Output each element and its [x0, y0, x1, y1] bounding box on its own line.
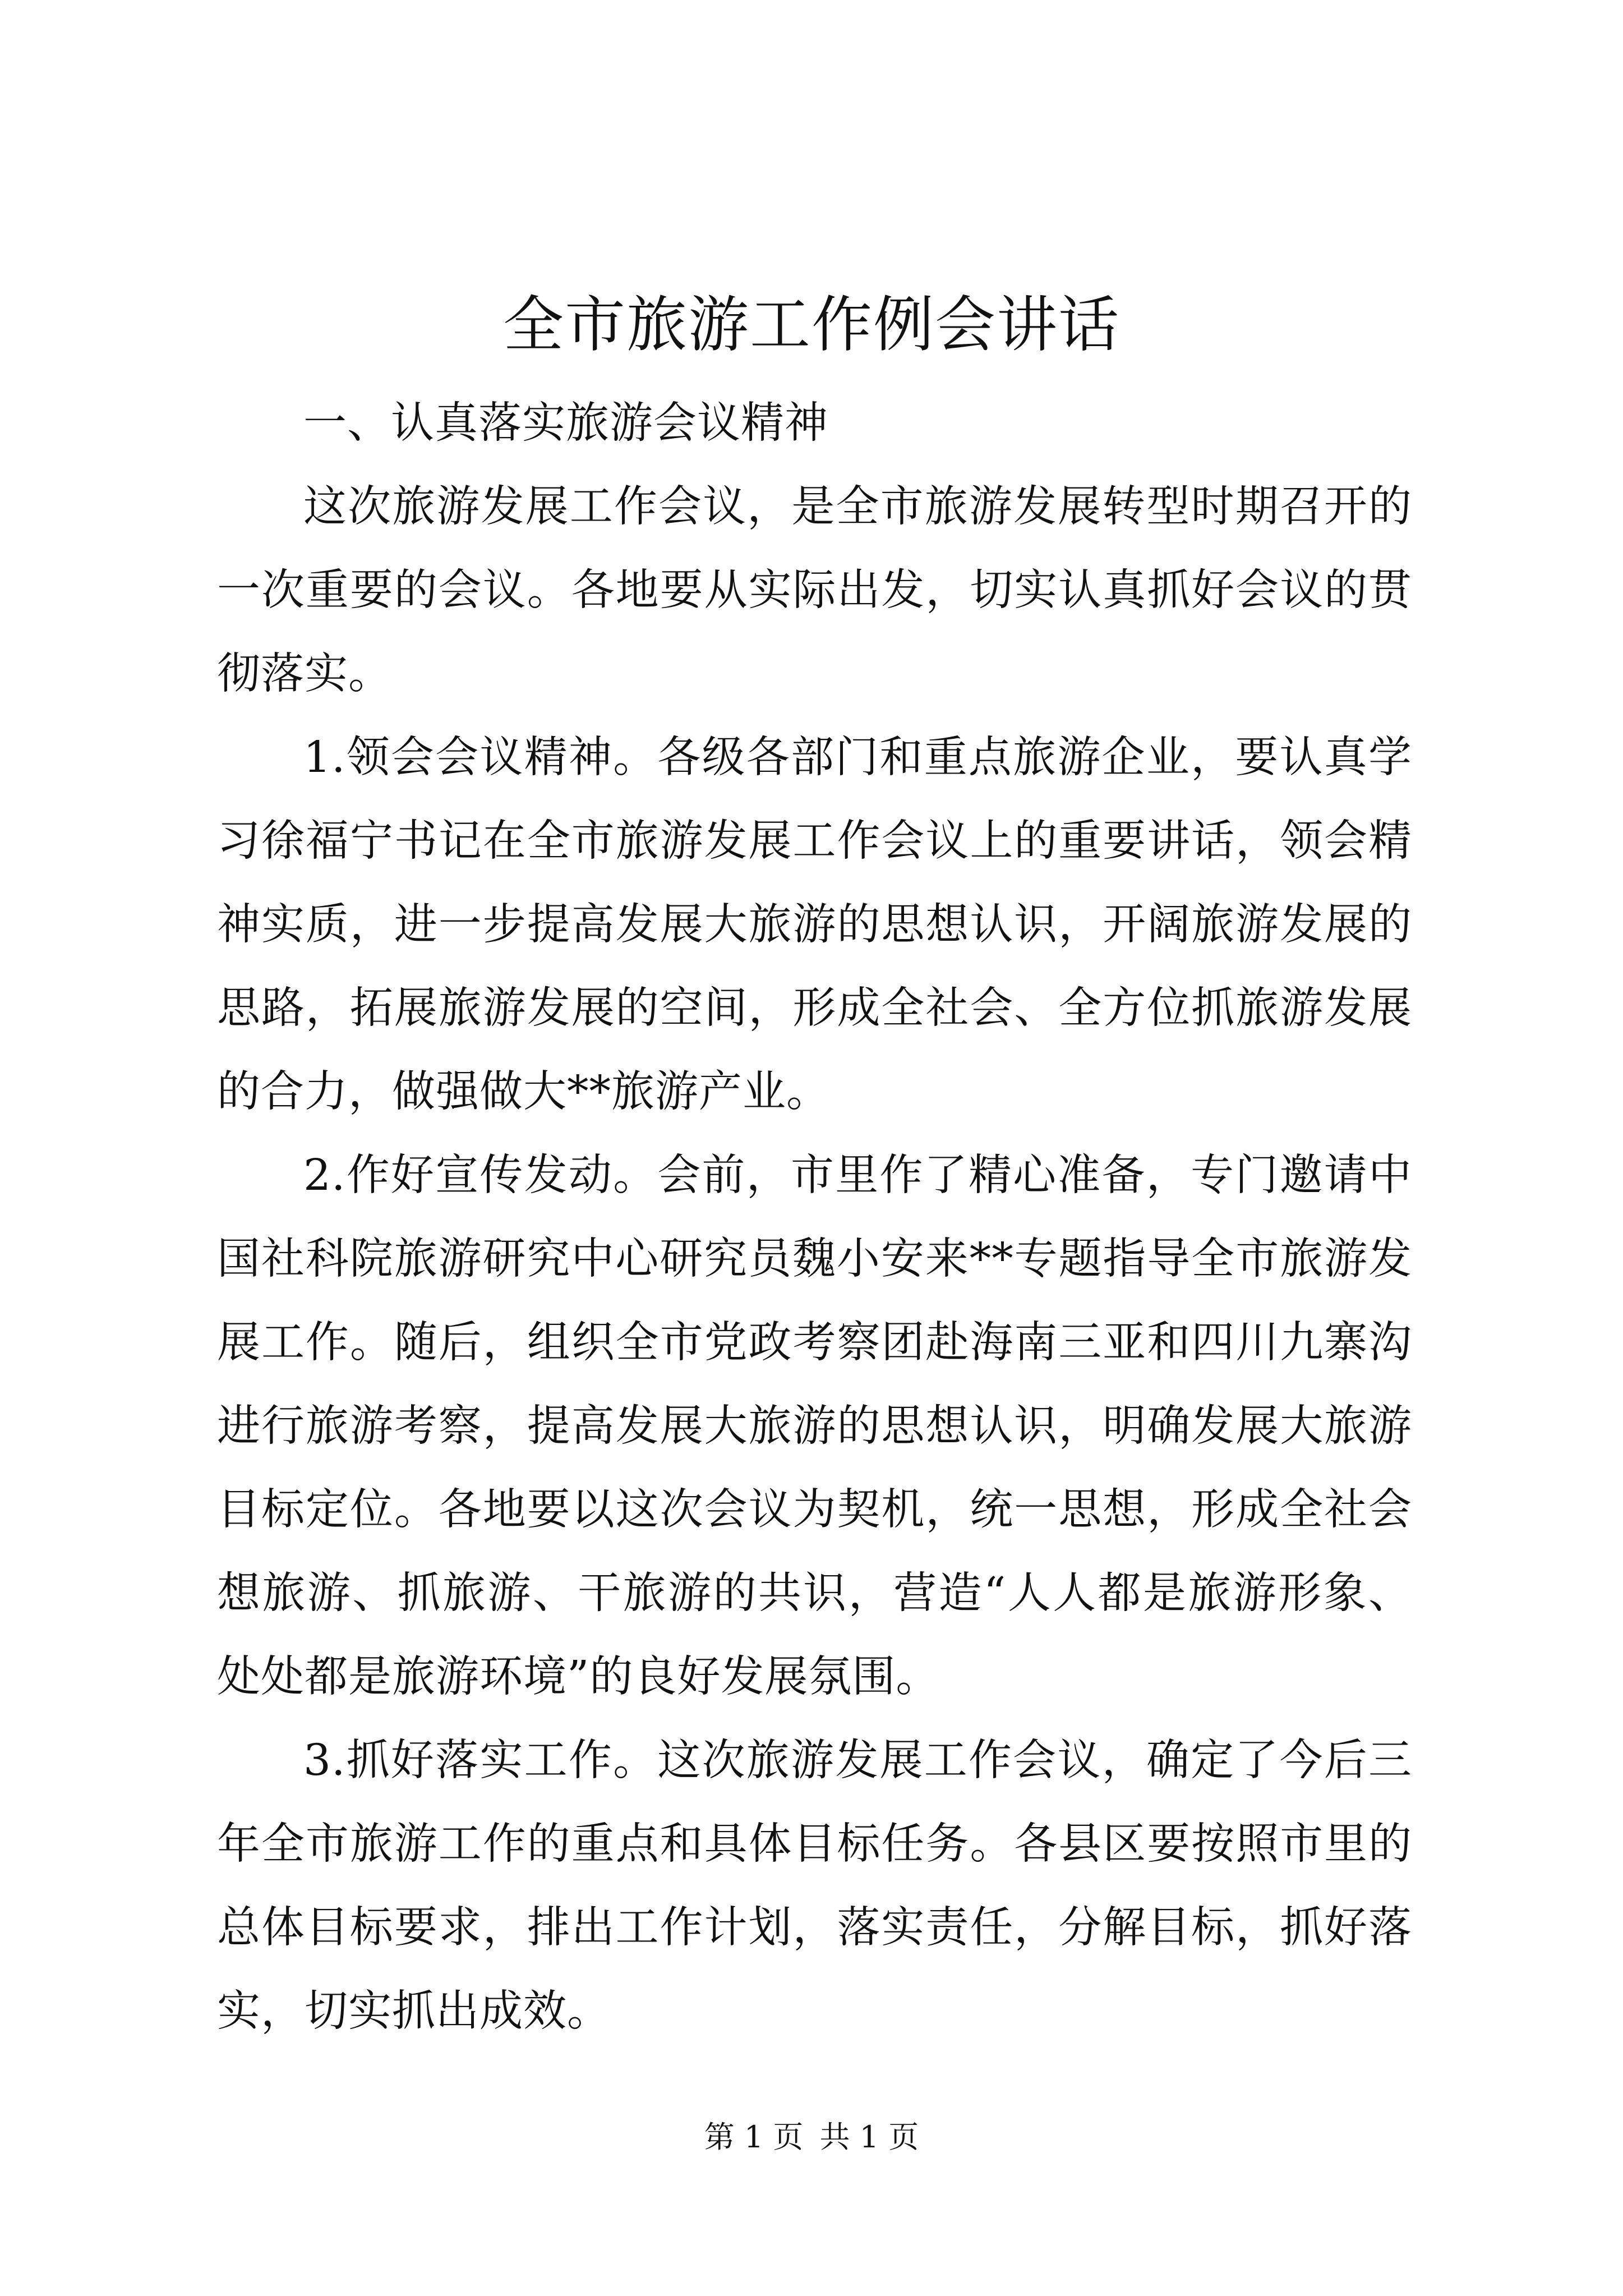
paragraph: 3.抓好落实工作。这次旅游发展工作会议，确定了今后三年全市旅游工作的重点和具体目标任务。各县区要按照市里的总体目标要求，排出工作计划，落实责任，分解目标，抓好落实，切实抓出成效。 [217, 1736, 1412, 2036]
paragraph: 2.作好宣传发动。会前，市里作了精心准备，专门邀请中国社科院旅游研究中心研究员魏小安来**专题指导全市旅游发展工作。随后，组织全市党政考察团赴海南三亚和四川九寨沟进行旅游考察，提高发展大旅游的思想认识，明确发展大旅游目标定位。各地要以这次会议为契机，统一思想，形成全社会想旅游、抓旅游、干旅游的共识，营造“人人都是旅游形象、处处都是旅游环境”的良好发展氛围。 [217, 1151, 1412, 1702]
document-body [217, 381, 1412, 2053]
page-number: 第 1 页 [704, 2119, 804, 2155]
paragraph: 这次旅游发展工作会议，是全市旅游发展转型时期召开的一次重要的会议。各地要从实际出发，切实认真抓好会议的贯彻落实。 [217, 482, 1412, 699]
page-total: 共 1 页 [819, 2119, 919, 2155]
section-heading: 一、认真落实旅游会议精神 [303, 398, 828, 448]
page-footer [0, 2118, 1623, 2157]
document-title: 全市旅游工作例会讲话 [502, 290, 1120, 360]
paragraph: 1.领会会议精神。各级各部门和重点旅游企业，要认真学习徐福宁书记在全市旅游发展工作会议上的重要讲话，领会精神实质，进一步提高发展大旅游的思想认识，开阔旅游发展的思路，拓展旅游发展的空间，形成全社会、全方位抓旅游发展的合力，做强做大**旅游产业。 [217, 733, 1412, 1117]
